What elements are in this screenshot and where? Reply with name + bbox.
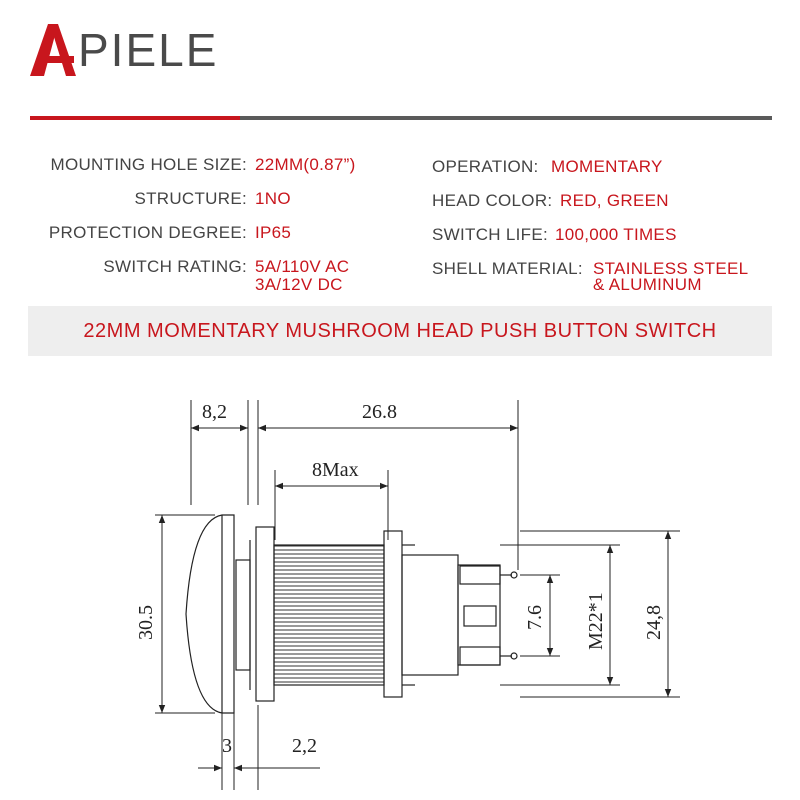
dim-terminal-pitch: 7.6 [524,605,546,630]
product-title: 22MM MOMENTARY MUSHROOM HEAD PUSH BUTTON SWITCH [83,319,717,342]
dim-flange-thickness: 2,2 [292,735,317,757]
dim-nut-size: 24,8 [643,605,665,640]
dim-overall-length: 26.8 [362,401,397,423]
spec-value-switch-life: 100,000 TIMES [555,225,677,244]
nut [384,531,402,697]
spec-value-operation: MOMENTARY [551,157,663,176]
spec-label-shell: SHELL MATERIAL: [432,259,583,278]
spec-value-mounting: 22MM(0.87”) [255,155,356,174]
dim-head-thickness: 3 [222,735,232,757]
product-title-banner [28,306,772,356]
terminal-top [460,566,500,584]
spec-value-shell: STAINLESS STEEL [593,259,749,278]
spec-value-protection: IP65 [255,223,292,242]
spec-value-rating: 5A/110V AC [255,257,350,276]
threaded-body [274,545,384,685]
spec-value-structure: 1NO [255,189,291,208]
spec-label-protection: PROTECTION DEGREE: [48,223,247,242]
dim-thread-size: M22*1 [585,592,607,650]
dim-head-diameter: 30.5 [135,605,157,640]
washer [256,527,274,701]
spec-label-head-color: HEAD COLOR: [432,191,553,210]
spec-value-head-color: RED, GREEN [560,191,669,210]
spec-label-structure: STRUCTURE: [134,189,247,208]
logo-text: PIELE [78,24,219,76]
spec-value-rating-2: 3A/12V DC [255,275,343,294]
spec-value-shell-2: & ALUMINUM [593,275,702,294]
spec-label-rating: SWITCH RATING: [103,257,247,276]
switch-block [402,555,458,675]
spec-label-switch-life: SWITCH LIFE: [432,225,548,244]
dim-head-width: 8,2 [202,401,227,423]
dimension-drawing [0,380,800,800]
bezel-flange [236,560,250,670]
spec-right-column [0,0,800,300]
spec-label-operation: OPERATION: [432,157,539,176]
spec-label-mounting: MOUNTING HOLE SIZE: [50,155,247,174]
terminal-bottom [460,647,500,665]
mushroom-head [186,515,234,713]
dim-thread-max: 8Max [312,459,359,481]
